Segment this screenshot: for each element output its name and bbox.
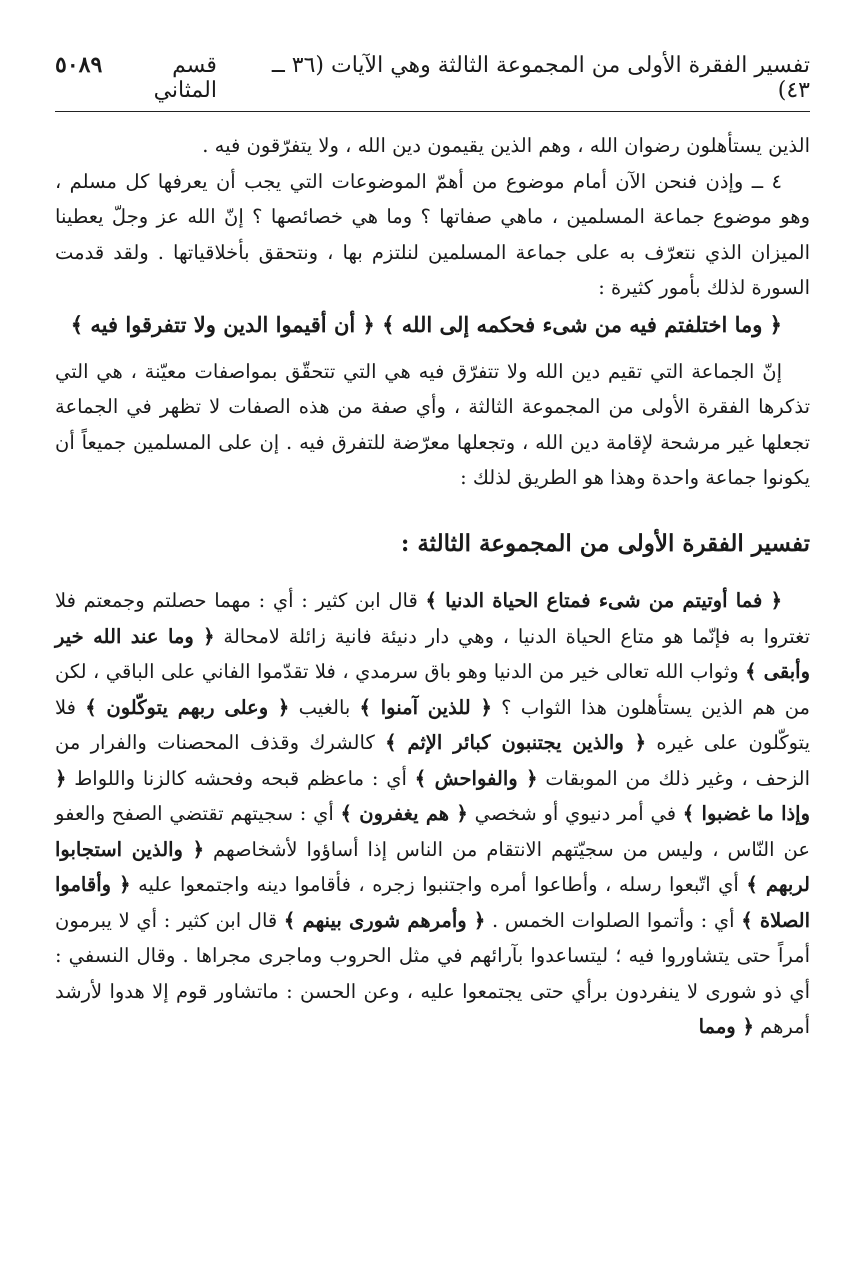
verse-segment: ﴿ فما أوتيتم من شىء فمتاع الحياة الدنيا ﴾ [425, 589, 782, 612]
commentary-segment: قال ابن كثير : أي لا يبرمون أمراً حتى يتشاوروا فيه ؛ ليتساعدوا بآرائهم في مثل الحروب وماجرى مجراها . وقال النسفي : أي ذو شورى لا ينفردون برأي حتى يجتمعوا عليه ، وعن الحسن : ماتشاور قوم إلا هدوا لأرشد أمرهم [55, 908, 810, 1038]
verse-segment: ﴿ وأمرهم شورى بينهم ﴾ [283, 908, 486, 932]
verse-segment: ﴿ للذين آمنوا ﴾ [359, 695, 492, 719]
header-right [102, 53, 810, 103]
commentary-segment: وثواب الله تعالى خير من الدنيا وهو باق سرمدي ، فلا تقدّموا الفاني على الباقي ، لكن من هم الذين يستأهلون هذا الثواب ؟ [55, 660, 810, 719]
page-number: ٥٠٨٩ [55, 52, 103, 78]
paragraph-continuation: الذين يستأهلون رضوان الله ، وهم الذين يقيمون دين الله ، ولا يتفرّقون فيه . [202, 134, 810, 157]
commentary-segment: أي اتّبعوا رسله ، وأطاعوا أمره واجتنبوا زجره ، فأقاموا دينه واجتمعوا عليه [138, 873, 739, 896]
commentary-segment: بالغيب [298, 695, 351, 719]
page-body [55, 128, 810, 1045]
commentary-segment: كالشرك وقذف المحصنات والفرار من الزحف ، وغير ذلك من الموبقات [55, 731, 810, 790]
commentary-segment: أي : وأتموا الصلوات الخمس . [492, 908, 735, 932]
commentary-segment: قال ابن كثير : أي : مهما حصلتم وجمعتم فلا تغتروا به فإنّما هو متاع الحياة الدنيا ، وهي دار دنيئة فانية زائلة لامحالة [55, 589, 810, 648]
section-heading: تفسير الفقرة الأولى من المجموعة الثالثة : [400, 529, 810, 557]
verse-segment: ﴿ وإذا ما غضبوا ﴾ [55, 766, 811, 825]
verse-segment: ﴿ والفواحش ﴾ [414, 766, 538, 790]
tafsir-paragraph [55, 583, 810, 1045]
paragraph-point-4: ٤ ــ وإذن فنحن الآن أمام موضوع من أهمّ الموضوعات التي يجب أن يعرفها كل مسلم ، وهو موضوع جماعة المسلمين ، ماهي صفاتها ؟ وما هي خصائصها ؟ إنّ الله عز وجلّ يعطينا الميزان الذي نتعرّف به على جماعة المسلمين لنلتزم بها ، ونتحقق بأخلاقياتها . ولقد قدمت السورة لذلك بأمور كثيرة : [55, 169, 810, 299]
verse-segment: ﴿ وما عند الله خير وأبقى ﴾ [55, 624, 810, 683]
paragraph-community: إنّ الجماعة التي تقيم دين الله ولا تتفرّق فيه هي التي تتحقّق بمواصفات معيّنة ، هي التي تذكرها الفقرة الأولى من المجموعة الثالثة ، وأي صفة من هذه الصفات لا تظهر في الجماعة تجعلها غير مرشحة لإقامة دين الله ، وتجعلها معرّضة للتفرق فيه . إن على المسلمين جميعاً أن يكونوا جماعة واحدة وهذا هو الطريق لذلك : [55, 359, 810, 489]
section-name: قسم المثاني [153, 53, 217, 103]
commentary-segment: أي : ماعظم قبحه وفحشه كالزنا واللواط [74, 766, 407, 790]
verse-segment: ﴿ وعلى ربهم يتوكّلون ﴾ [85, 695, 290, 719]
verse-segment: ﴿ ومما [698, 1015, 754, 1038]
running-header [55, 52, 810, 112]
quranic-verse: ﴿ وما اختلفتم فيه من شىء فحكمه إلى الله ﴾ ﴿ أن أقيموا الدين ولا تتفرقوا فيه ﴾ [70, 311, 782, 337]
commentary-segment: فلا يتوكّلون على غيره [55, 695, 810, 754]
commentary-segment: أي : سجيتهم تقتضي الصفح والعفو عن النّاس ، وليس من سجيّتهم الانتقام من الناس إذا أساؤوا لأشخاصهم [55, 802, 810, 861]
running-title: تفسير الفقرة الأولى من المجموعة الثالثة وهي الآيات (٣٦ ــ ٤٣) [271, 53, 810, 103]
commentary-segment: في أمر دنيوي أو شخصي [474, 802, 677, 825]
verse-segment: ﴿ والذين استجابوا لربهم ﴾ [55, 837, 810, 896]
verse-segment: ﴿ والذين يجتنبون كبائر الإثم ﴾ [385, 731, 647, 754]
verse-segment: ﴿ وأقاموا الصلاة ﴾ [55, 873, 810, 932]
verse-segment: ﴿ هم يغفرون ﴾ [340, 802, 468, 825]
